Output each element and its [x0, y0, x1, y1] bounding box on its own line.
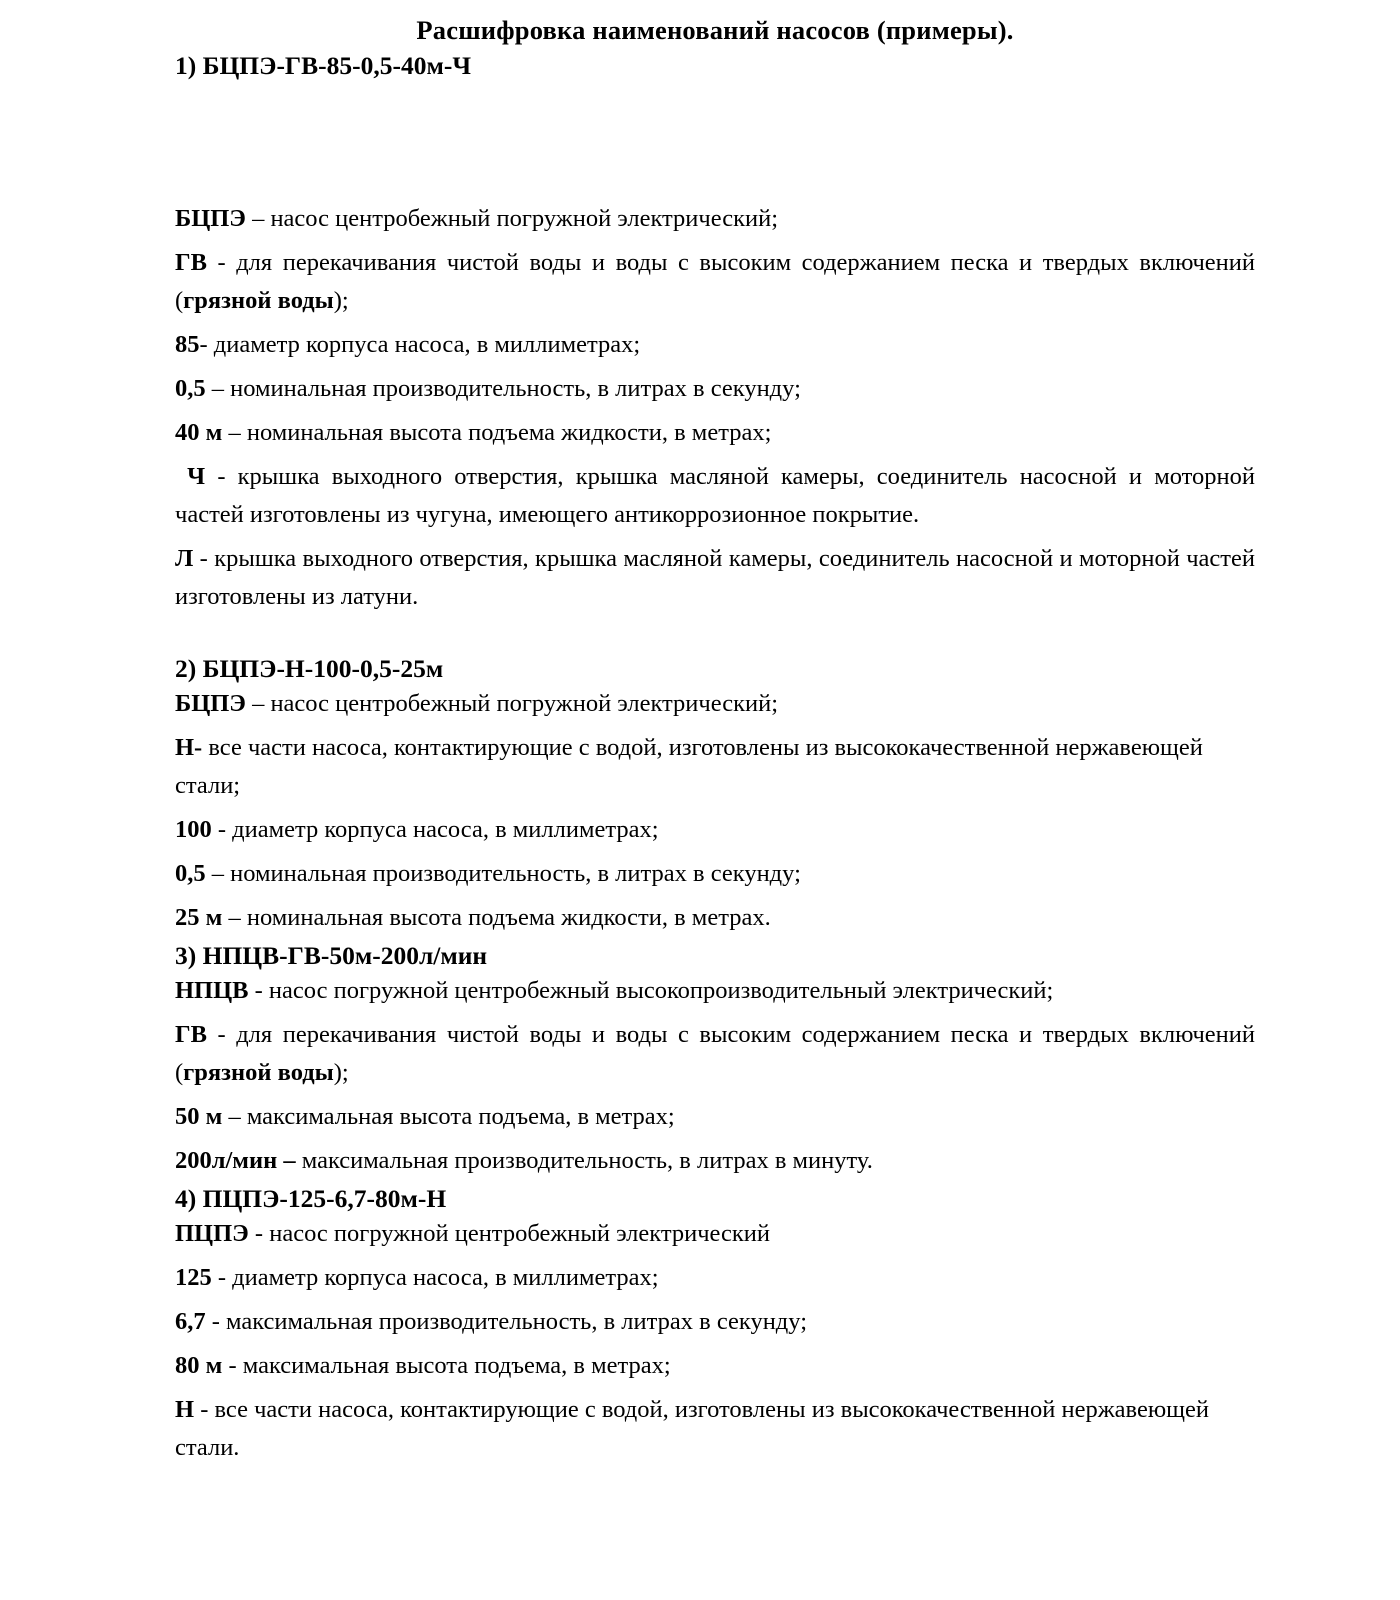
term-description: - максимальная производительность, в литрах в секунду;: [205, 1307, 807, 1335]
term-description: - для перекачивания чистой воды и воды с высоким содержанием песка и твердых включений (: [175, 1021, 1255, 1086]
definition-line: [175, 370, 1255, 408]
term-code: БЦПЭ: [175, 690, 246, 718]
definition-line: [175, 1016, 1255, 1092]
term-code: 25 м: [175, 903, 223, 931]
definition-line: [175, 972, 1255, 1010]
term-code: 100: [175, 816, 212, 843]
definition-line: [175, 1098, 1255, 1136]
term-description: - для перекачивания чистой воды и воды с высоким содержанием песка и твердых включений (: [175, 249, 1255, 315]
term-code: ПЦПЭ: [175, 1220, 249, 1248]
term-code: Л: [175, 545, 194, 573]
term-code: ГВ: [175, 1021, 207, 1049]
term-emphasis: грязной воды: [183, 287, 334, 315]
term-description: – номинальная производительность, в литрах в секунду;: [205, 375, 801, 403]
definition-line: [175, 1347, 1255, 1385]
term-code: ГВ: [175, 249, 207, 277]
term-description: - все части насоса, контактирующие с водой, изготовлены из высококачественной нержавеющей стали.: [175, 1395, 1209, 1461]
term-description: - крышка выходного отверстия, крышка масляной камеры, соединитель насосной и моторной частей изготовлены из чугуна, имеющего антикоррозионное покрытие.: [175, 463, 1256, 529]
definition-line: [175, 458, 1255, 534]
term-code: 0,5: [175, 859, 206, 887]
definition-line: [175, 899, 1255, 937]
term-description-tail: );: [333, 1058, 349, 1086]
term-code: Ч: [175, 463, 206, 491]
term-description: - насос погружной центробежный электрический: [248, 1220, 770, 1248]
definition-line: [175, 729, 1255, 805]
term-description: – номинальная производительность, в литрах в секунду;: [205, 859, 801, 887]
term-code: 80 м: [175, 1351, 223, 1379]
definition-line: [175, 1303, 1255, 1341]
term-description: – максимальная высота подъема, в метрах;: [222, 1102, 675, 1130]
term-description: максимальная производительность, в литрах в минуту.: [295, 1146, 873, 1174]
term-code: 50 м: [175, 1102, 223, 1130]
term-description: - диаметр корпуса насоса, в миллиметрах;: [211, 1264, 659, 1291]
term-code: Н: [175, 1395, 195, 1423]
term-code: 125: [175, 1264, 212, 1291]
term-code: 200л/мин –: [175, 1146, 296, 1174]
term-description: - диаметр корпуса насоса, в миллиметрах;: [211, 816, 659, 843]
spacer: [175, 622, 1255, 650]
section-heading-3: 3) НПЦВ-ГВ-50м-200л/мин: [175, 940, 488, 970]
term-emphasis: грязной воды: [183, 1058, 334, 1086]
term-description: – насос центробежный погружной электрический;: [245, 690, 779, 718]
page-title: Расшифровка наименований насосов (примеры).: [416, 15, 1014, 45]
term-code: НПЦВ: [175, 977, 249, 1005]
definition-line: [175, 1391, 1255, 1467]
term-description-tail: );: [333, 287, 349, 315]
term-description: – номинальная высота подъема жидкости, в метрах.: [222, 903, 771, 931]
definition-line: [175, 855, 1255, 893]
definition-line: [175, 1142, 1255, 1180]
definition-line: [175, 1259, 1255, 1297]
term-description: – насос центробежный погружной электрический;: [245, 205, 779, 233]
definition-line: [175, 811, 1255, 849]
definition-line: [175, 244, 1255, 320]
section-heading-2: 2) БЦПЭ-Н-100-0,5-25м: [175, 653, 444, 683]
spacer: [175, 82, 1255, 200]
definition-line: [175, 200, 1255, 238]
term-description: - насос погружной центробежный высокопроизводительный электрический;: [248, 977, 1054, 1005]
term-description: - крышка выходного отверстия, крышка масляной камеры, соединитель насосной и моторной частей изготовлены из латуни.: [175, 545, 1255, 610]
definition-line: [175, 326, 1255, 364]
section-heading-4: 4) ПЦПЭ-125-6,7-80м-Н: [175, 1183, 447, 1213]
term-code: 85: [175, 331, 200, 359]
term-description: – номинальная высота подъема жидкости, в метрах;: [222, 419, 772, 447]
definition-line: [175, 685, 1255, 723]
term-description: все части насоса, контактирующие с водой, изготовлены из высококачественной нержавеющей стали;: [175, 734, 1203, 800]
definition-line: [175, 414, 1255, 452]
term-description: - максимальная высота подъема, в метрах;: [222, 1351, 671, 1379]
term-code: Н-: [175, 734, 203, 762]
term-description: - диаметр корпуса насоса, в миллиметрах;: [199, 331, 641, 359]
term-code: БЦПЭ: [175, 205, 246, 233]
definition-line: [175, 540, 1255, 616]
definition-line: [175, 1215, 1255, 1253]
section-heading-1: 1) БЦПЭ-ГВ-85-0,5-40м-Ч: [175, 51, 472, 81]
term-code: 0,5: [175, 375, 206, 403]
term-code: 40 м: [175, 419, 223, 447]
term-code: 6,7: [175, 1307, 206, 1335]
